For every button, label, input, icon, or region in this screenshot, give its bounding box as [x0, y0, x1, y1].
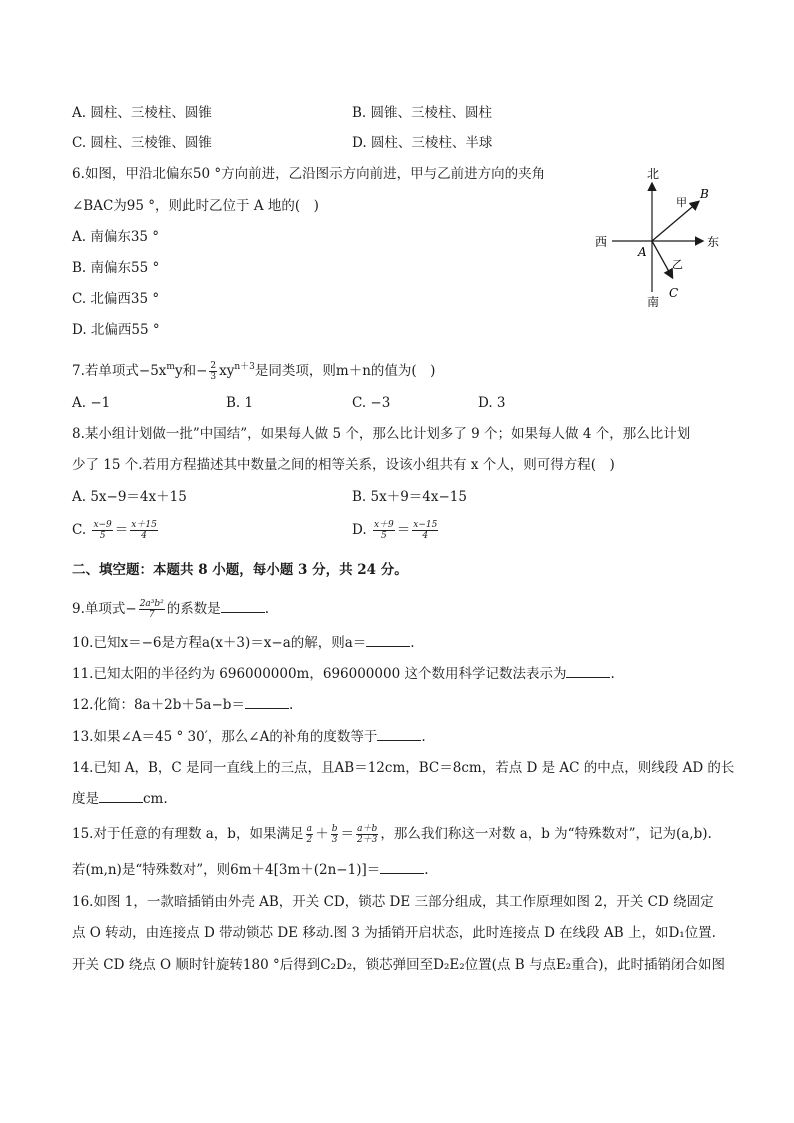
q8-option-b: B. 5x＋9＝4x−15: [352, 489, 467, 505]
q8-stem-line2: 少了 15 个.若用方程描述其中数量之间的相等关系，设该小组共有 x 个人，则可得方程( ): [72, 457, 615, 473]
label-jia: 甲: [676, 196, 687, 209]
q7-option-a: A. −1: [72, 395, 111, 411]
label-east: 东: [707, 235, 720, 249]
q6-option-b: B. 南偏东55 °: [72, 260, 160, 276]
q7-option-d: D. 3: [478, 395, 506, 411]
q5-option-c: C. 圆柱、三棱锥、圆锥: [72, 135, 212, 151]
q9-stem: 9.单项式− $\frac{\text{2a³b²}}{7}$ 的系数是 .: [72, 599, 270, 620]
q15-stem-line1: 15.对于任意的有理数 a，b，如果满足 $\frac{a}{2}$ ＋ $\frac{b}{3}$ ＝ $\frac{a+b}{2+3}$ ，那么我们称这一对数 a，b 为“特殊数对”，记为(a,b).: [72, 824, 712, 845]
q13-stem: 13.如果∠A＝45 ° 30′，那么∠A的补角的度数等于 .: [72, 729, 426, 745]
q15-stem-line2: 若(m,n)是“特殊数对”，则6m＋4[3m＋(2n−1)]＝ .: [72, 862, 429, 878]
q14-stem-line1: 14.已知 A，B，C 是同一直线上的三点，且AB＝12cm，BC＝8cm，若点 D 是 AC 的中点，则线段 AD 的长: [72, 760, 735, 776]
label-south: 南: [647, 295, 660, 309]
q13-answer-blank: [377, 728, 421, 741]
q7-stem: [72, 358, 435, 382]
q7-suffix: 是同类项，则m＋n的值为( ): [254, 363, 436, 379]
q7-option-b: B. 1: [226, 395, 254, 411]
q6-option-c: C. 北偏西35 °: [72, 291, 160, 307]
q15-answer-blank: [380, 861, 424, 874]
q12-stem: 12.化简：8a＋2b＋5a−b＝ .: [72, 697, 294, 713]
q11-answer-blank: [566, 665, 610, 678]
q7-option-c: C. −3: [352, 395, 391, 411]
q7-mid2: xy: [219, 363, 235, 379]
label-point-b: B: [700, 187, 709, 201]
q8-option-d: D. $\frac{x+9}{5}$ ＝ $\frac{x-15}{4}$: [352, 520, 438, 541]
q12-answer-blank: [245, 696, 289, 709]
q16-stem-line2: 点 O 转动，由连接点 D 带动锁芯 DE 移动.图 3 为插销开启状态，此时连接点 D 在线段 AB 上，如D₁位置.: [72, 925, 716, 941]
q6-stem-line1: 6.如图，甲沿北偏东50 °方向前进，乙沿图示方向前进，甲与乙前进方向的夹角: [72, 166, 546, 182]
q14-answer-blank: [99, 790, 143, 803]
q7-sup2: n＋3: [234, 362, 255, 372]
q6-stem-line2: ∠BAC为95 °，则此时乙位于 A 地的( ): [72, 198, 319, 214]
q7-sup1: m: [166, 362, 175, 372]
q7-fraction: $\frac{2}{3}$: [210, 361, 217, 382]
q11-stem: 11.已知太阳的半径约为 696000000m，696000000 这个数用科学记数法表示为 .: [72, 666, 615, 682]
q5-option-d: D. 圆柱、三棱柱、半球: [352, 135, 493, 151]
q6-option-a: A. 南偏东35 °: [72, 229, 160, 245]
label-north: 北: [647, 167, 660, 181]
q14-stem-line2: 度是 cm.: [72, 791, 168, 807]
q6-option-d: D. 北偏西55 °: [72, 322, 160, 338]
q16-stem-line3: 开关 CD 绕点 O 顺时针旋转180 °后得到C₂D₂，锁芯弹回至D₂E₂位置(点 B 与点E₂重合)，此时插销闭合如图: [72, 957, 725, 973]
ray-ab: [652, 202, 698, 241]
label-yi: 乙: [672, 258, 683, 271]
label-point-a: A: [638, 245, 647, 259]
q7-prefix: 7.若单项式−5x: [72, 363, 167, 379]
compass-figure: [590, 162, 730, 312]
q16-stem-line1: 16.如图 1，一款暗插销由外壳 AB，开关 CD，锁芯 DE 三部分组成，其工作原理如图 2，开关 CD 绕固定: [72, 894, 714, 910]
q5-option-a: A. 圆柱、三棱柱、圆锥: [72, 105, 212, 121]
section-heading-fill-in: 二、填空题：本题共 8 小题，每小题 3 分，共 24 分。: [72, 562, 408, 578]
q8-option-a: A. 5x−9＝4x＋15: [72, 489, 187, 505]
q9-answer-blank: [221, 600, 265, 613]
q10-stem: 10.已知x＝−6是方程a(x＋3)＝x−a的解，则a＝ .: [72, 635, 415, 651]
q5-option-b: B. 圆锥、三棱柱、圆柱: [352, 105, 493, 121]
q8-option-c: C. $\frac{x-9}{5}$ ＝ $\frac{x+15}{4}$: [72, 520, 157, 541]
label-point-c: C: [669, 286, 679, 300]
q7-mid1: y和−: [174, 363, 208, 379]
q8-stem-line1: 8.某小组计划做一批”中国结”，如果每人做 5 个，那么比计划多了 9 个；如果每人做 4 个，那么比计划: [72, 426, 691, 442]
ray-ac: [652, 241, 672, 277]
q9-fraction: $\frac{\text{2a³b²}}{7}$: [139, 599, 164, 620]
q10-answer-blank: [366, 634, 410, 647]
label-west: 西: [595, 235, 608, 249]
